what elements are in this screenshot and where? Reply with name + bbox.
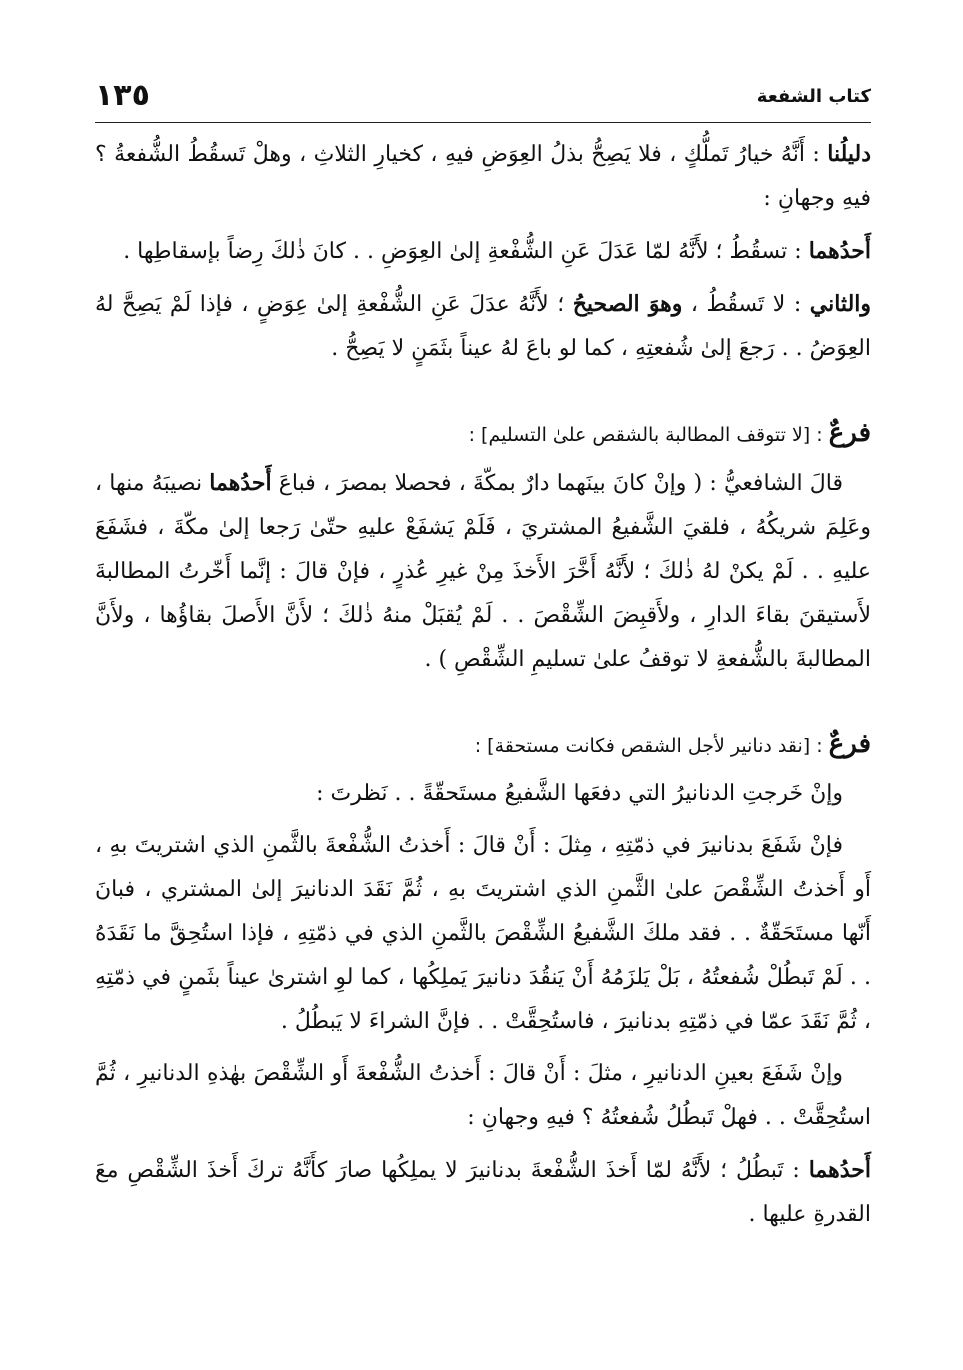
page-header xyxy=(95,76,871,120)
paragraph-specific-dinars xyxy=(95,1052,871,1140)
header-rule xyxy=(95,122,871,123)
branch-heading-1 xyxy=(95,411,871,457)
paragraph-first-view xyxy=(95,229,871,274)
paragraph-text: : تَبطُلُ ؛ لأَنَّهُ لمّا أَخذَ الشُّفْعةَ بدنانيرَ لا يملِكُها صارَ كأَنَّهُ تركَ أَخذَ الشِّقْصِ معَ القدرةِ عليها . xyxy=(95,1158,871,1227)
paragraph-dinars-intro xyxy=(95,772,871,816)
paragraph-first-view-2 xyxy=(95,1148,871,1237)
paragraph-text: وإنْ شَفَعَ بعينِ الدنانيرِ ، مثلَ : أَنْ قالَ : أَخذتُ الشُّفْعةَ أَو الشِّقْصَ بهٰذهِ الدنانيرِ ، ثُمَّ استُحِقَّتْ . . فهلْ تَبطُلُ شُفعتُهُ ؟ فيهِ وجهانِ : xyxy=(95,1061,871,1130)
lead-term: أَحدُهما xyxy=(209,470,272,496)
paragraph-shafii-quote xyxy=(95,461,871,682)
paragraph-text: نصيبَهُ منها ، وعَلِمَ شريكُهُ ، فلقيَ الشَّفيعُ المشتريَ ، فَلَمْ يَشفَعْ عليهِ حتّىٰ رَجعا إلىٰ مكّةَ ، فشَفَعَ عليهِ . . لَمْ يكنْ لهُ ذٰلكَ ؛ لأَنَّهُ أَخَّرَ الأَخذَ مِنْ غيرِ عُذرٍ ، فإنْ قالَ : إنَّما أَخّرتُ المطالبةَ لأَستيقنَ بقاءَ الدارِ ، ولأَقبِضَ الشِّقْصَ . . لَمْ يُقبَلْ منهُ ذٰلكَ ؛ لأَنَّ الأَصلَ بقاؤُها ، ولأَنَّ المطالبةَ بالشُّفعةِ لا توقفُ علىٰ تسليمِ الشِّقْصِ ) . xyxy=(95,471,871,672)
paragraph-text: : لا تَسقُطُ ، xyxy=(682,292,810,317)
lead-term: أَحدُهما xyxy=(808,1157,871,1183)
page-body xyxy=(95,132,871,1245)
paragraph-dinars-in-debt xyxy=(95,824,871,1044)
page-number: ١٣٥ xyxy=(95,78,150,113)
running-title: كتاب الشفعة xyxy=(756,86,871,107)
branch-heading-2 xyxy=(95,722,871,768)
paragraph-text: فإنْ شَفَعَ بدنانيرَ في ذمّتِهِ ، مِثلَ : أَنْ قالَ : أَخذتُ الشُّفْعةَ بالثَّمنِ الذي اشتريتَ بهِ ، أَو أَخذتُ الشِّقْصَ علىٰ الثَّمنِ الذي اشتريتَ بهِ ، ثُمَّ نَقَدَ الدنانيرَ إلىٰ المشتري ، فبانَ أَنّها مستَحَقّةٌ . . فقد ملكَ الشَّفيعُ الشِّقْصَ بالثَّمنِ الذي في ذمّتِهِ ، فإذا استُحِقَّ ما نَقَدَهُ . . لَمْ تَبطُلْ شُفعتُهُ ، بَلْ يَلزَمُهُ أَنْ يَنقُدَ دنانيرَ يَملِكُها ، كما لوِ اشترىٰ عيناً بثَمنٍ في ذمّتِهِ ، ثُمَّ نَقَدَ عمّا في ذمّتِهِ بدنانيرَ ، فاستُحِقَّتْ . . فإنَّ الشراءَ لا يَبطُلُ . xyxy=(95,833,871,1034)
branch-title: : [نقد دنانير لأجل الشقص فكانت مستحقة] : xyxy=(474,735,829,757)
paragraph-second-view xyxy=(95,282,871,371)
branch-title: : [لا تتوقف المطالبة بالشقص علىٰ التسليم] : xyxy=(468,424,829,446)
paragraph-evidence xyxy=(95,132,871,221)
paragraph-text: : أَنَّهُ خيارُ تَملُّكٍ ، فلا يَصِحُّ بذلُ العِوَضِ فيهِ ، كخيارِ الثلاثِ ، وهلْ تَسقُطُ الشُّفعةُ ؟ فيهِ وجهانِ : xyxy=(95,142,871,211)
lead-term: أَحدُهما xyxy=(808,238,871,264)
paragraph-text: وإنْ خَرجتِ الدنانيرُ التي دفعَها الشَّفيعُ مستَحقّةً . . نَظرتَ : xyxy=(316,781,843,806)
paragraph-text: : تسقُطُ ؛ لأَنَّهُ لمّا عَدَلَ عَنِ الشُّفْعةِ إلىٰ العِوَضِ . . كانَ ذٰلكَ رِضاً بإسقاطِها . xyxy=(123,239,809,264)
lead-term: دليلُنا xyxy=(827,141,871,167)
lead-term-correct: وهوَ الصحيحُ xyxy=(572,291,683,317)
branch-word: فرعٌ xyxy=(828,729,871,759)
paragraph-text: ؛ لأَنَّهُ عدَلَ عَنِ الشُّفْعةِ إلىٰ عِوَضٍ ، فإذا لَمْ يَصِحَّ لهُ العِوَضُ . . رَجعَ إلىٰ شُفعتِهِ ، كما لو باعَ لهُ عيناً بثَمَنٍ لا يَصِحُّ . xyxy=(95,292,871,361)
branch-word: فرعٌ xyxy=(828,418,871,448)
paragraph-text: قالَ الشافعيُّ : ( وإنْ كانَ بينَهما دارٌ بمكّةَ ، فحصلا بمصرَ ، فباعَ xyxy=(271,471,844,496)
lead-term: والثاني xyxy=(809,291,872,317)
